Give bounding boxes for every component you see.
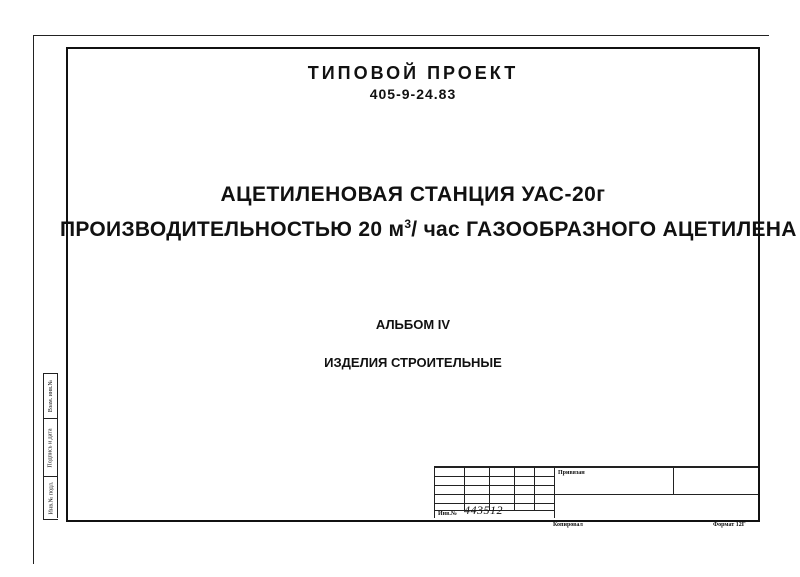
title-block-rule — [434, 476, 554, 477]
album-label: АЛЬБОМ IV — [375, 317, 451, 332]
title-block-rule — [554, 466, 555, 518]
side-stamp-column — [57, 373, 67, 518]
title-block-rule — [514, 466, 515, 510]
copied-label: Копировал — [553, 522, 583, 528]
title-block-rule — [434, 510, 435, 518]
title-block-border — [434, 466, 758, 468]
project-number: 405-9-24.83 — [369, 86, 457, 102]
title-line2-part2: / час ГАЗООБРАЗНОГО АЦЕТИЛЕНА — [411, 218, 797, 241]
title-block-rule — [673, 466, 674, 494]
side-stamp-replacement: Взам. инв.№ — [48, 379, 54, 413]
privyazan-label: Привязан — [558, 470, 585, 476]
inventory-number: 443512 — [464, 503, 503, 517]
drawing-frame — [66, 47, 760, 522]
side-stamp-cell — [44, 374, 58, 418]
side-stamp-signature: Подпись и дата — [48, 428, 55, 468]
side-stamp-original-inv: Инв.№ подл. — [48, 481, 54, 515]
title-block — [434, 466, 758, 518]
title-line2-part1: ПРОИЗВОДИТЕЛЬНОСТЬЮ 20 м — [60, 218, 405, 241]
title-block-rule — [534, 466, 535, 510]
side-stamp-cell — [44, 418, 58, 477]
title-block-rule — [434, 494, 758, 495]
main-title-line2 — [60, 217, 797, 242]
title-block-rule — [434, 485, 554, 486]
side-stamp — [43, 373, 58, 520]
title-line2-superscript: 3 — [404, 217, 412, 231]
side-stamp-cell — [44, 476, 58, 519]
project-type: ТИПОВОЙ ПРОЕКТ — [307, 63, 519, 83]
inventory-label: Инв.№ — [438, 511, 457, 517]
main-title-line1: АЦЕТИЛЕНОВАЯ СТАНЦИЯ УАС-20г — [220, 183, 606, 206]
subtitle: ИЗДЕЛИЯ СТРОИТЕЛЬНЫЕ — [324, 355, 502, 370]
format-label: Формат 12Г — [713, 522, 746, 528]
